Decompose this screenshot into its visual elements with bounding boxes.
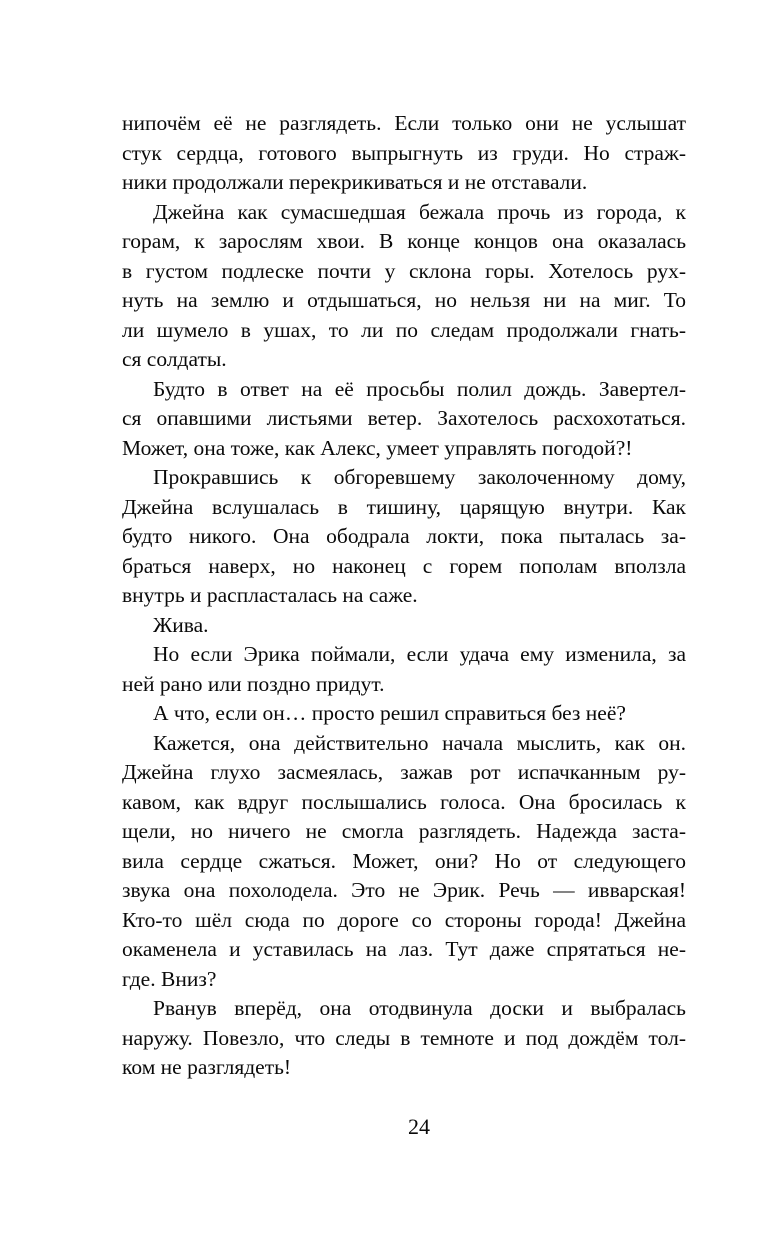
text-line: Будто в ответ на её просьбы полил дождь. Завертел- (153, 376, 686, 401)
text-line: ней рано или поздно придут. (122, 671, 385, 696)
paragraph (122, 611, 686, 641)
text-line: где. Вниз? (122, 966, 217, 991)
paragraph (122, 109, 686, 198)
text-line: Но если Эрика поймали, если удача ему изменила, за (153, 642, 686, 666)
paragraph (122, 729, 686, 995)
paragraph (122, 994, 686, 1083)
text-line: ся опавшими листьями ветер. Захотелось расхохотаться. (122, 406, 686, 430)
text-line: нипочём её не разглядеть. Если только они не услышат (122, 111, 686, 135)
text-line: Прокравшись к обгоревшему заколоченному дому, (153, 465, 686, 489)
text-line: ся солдаты. (122, 347, 227, 371)
text-line: Джейна как сумасшедшая бежала прочь из города, к (153, 199, 686, 224)
text-line: Может, она тоже, как Алекс, умеет управлять погодой?! (122, 435, 633, 460)
paragraph (122, 640, 686, 699)
text-line: будто никого. Она ободрала локти, пока пыталась за- (122, 524, 686, 548)
text-line: Жива. (153, 612, 209, 637)
text-line: браться наверх, но наконец с горем пополам вползла (122, 553, 686, 578)
text-line: звука она похолодела. Это не Эрик. Речь — ивварская! (122, 878, 686, 902)
text-line: Джейна вслушалась в тишину, царящую внутри. Как (122, 494, 686, 519)
text-line: внутрь и распласталась на саже. (122, 583, 418, 607)
page-number: 24 (408, 1114, 430, 1139)
text-line: ком не разглядеть! (122, 1055, 292, 1079)
text-line: кавом, как вдруг послышались голоса. Она бросилась к (122, 789, 686, 814)
text-line: окаменела и уставилась на лаз. Тут даже спрятаться не- (122, 937, 686, 961)
text-line: Джейна глухо засмеялась, зажав рот испачканным ру- (122, 760, 686, 784)
text-line: Кажется, она действительно начала мыслить, как он. (153, 730, 686, 755)
text-line: Кто-то шёл сюда по дороге со стороны города! Джейна (122, 907, 686, 932)
page-text (122, 109, 686, 1083)
text-line: в густом подлеске почти у склона горы. Хотелось рух- (122, 258, 686, 283)
text-line: ли шумело в ушах, то ли по следам продолжали гнать- (122, 317, 686, 342)
text-line: наружу. Повезло, что следы в темноте и под дождём тол- (122, 1025, 686, 1050)
text-line: щели, но ничего не смогла разглядеть. Надежда заста- (122, 819, 686, 843)
paragraph (122, 463, 686, 611)
text-line: нуть на землю и отдышаться, но нельзя ни на миг. То (122, 288, 686, 312)
paragraph (122, 198, 686, 375)
text-line: горам, к зарослям хвои. В конце концов она оказалась (122, 229, 686, 253)
text-line: вила сердце сжаться. Может, они? Но от следующего (122, 848, 686, 873)
text-line: А что, если он… просто решил справиться без неё? (153, 701, 626, 725)
text-line: ники продолжали перекрикиваться и не отставали. (122, 170, 588, 194)
paragraph (122, 375, 686, 464)
text-line: стук сердца, готового выпрыгнуть из груди. Но страж- (122, 140, 686, 165)
text-line: Рванув вперёд, она отодвинула доски и выбралась (153, 996, 686, 1020)
paragraph (122, 699, 686, 729)
